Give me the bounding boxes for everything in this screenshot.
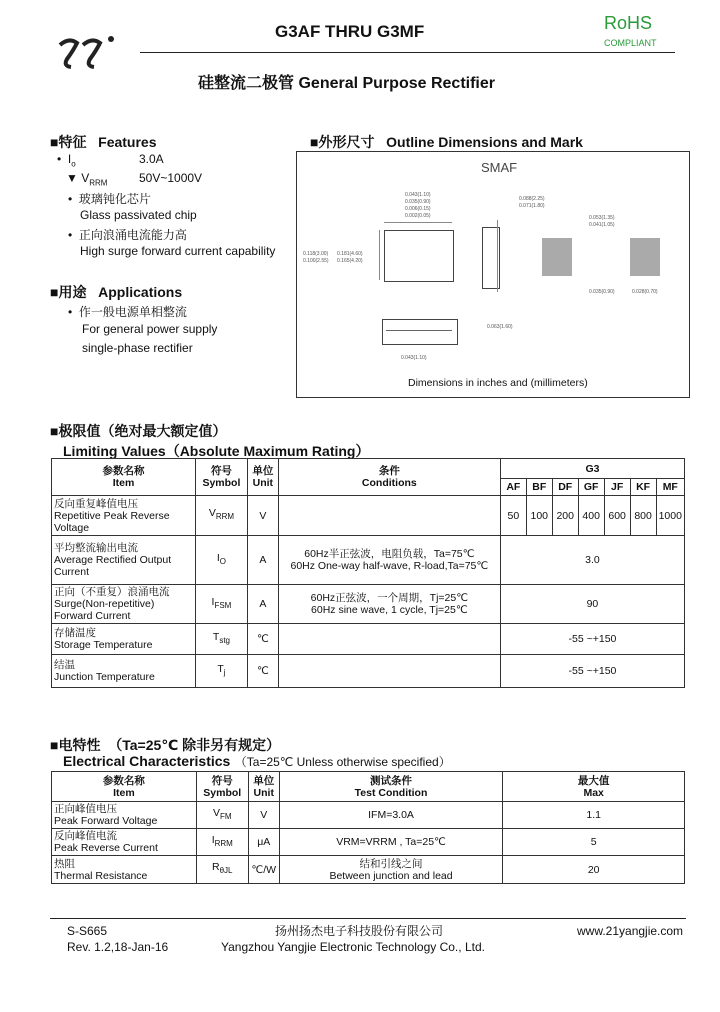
table-header-row [52,772,685,802]
header-max: 最大值 Max [503,772,685,802]
value-cell: 3.0 [500,536,684,585]
dimensions-caption: Dimensions in inches and (millimeters) [408,377,588,389]
header-item: 参数名称 Item [52,772,197,802]
table-row [52,585,685,624]
value-cell: 200 [552,496,578,536]
condition-cell [278,655,500,688]
variant-cell: BF [526,479,552,496]
feature-vrrm-value: 50V~1000V [139,171,203,185]
variant-cell: AF [500,479,526,496]
value-cell: 50 [500,496,526,536]
limiting-heading-en: Limiting Values（Absolute Maximum Rating） [63,443,370,459]
feature-item1-en: Glass passivated chip [80,208,197,222]
value-cell: 800 [630,496,656,536]
variant-cell: JF [604,479,630,496]
condition-cell: VRM=VRRM , Ta=25℃ [279,829,503,856]
value-cell: 1000 [656,496,684,536]
dim-label: 0.063(1.60) [487,324,513,330]
footer-revision: Rev. 1.2,18-Jan-16 [67,940,169,954]
item-cell: 正向（不重复）浪涌电流 Surge(Non-repetitive) Forward Current [52,585,196,624]
rohs-mark: RoHS [604,13,653,33]
dim-label: 0.035(0.90) [589,289,615,295]
unit-cell: V [247,496,278,536]
table-row [52,496,685,536]
outline-drawing-box [296,151,690,398]
symbol-cell: $T_{stg}$ [196,624,248,655]
page-title: G3AF THRU G3MF [275,22,425,41]
feature-item2-en: High surge forward current capability [80,244,276,258]
dim-label: 0.002(0.05) [405,213,431,219]
condition-cell: 60Hz半正弦波，电阻负载，Ta=75℃ 60Hz One-way half-wave, R-load,Ta=75℃ [278,536,500,585]
value-cell: 90 [500,585,684,624]
features-heading: ■特征 Features [50,134,157,150]
variant-cell: GF [578,479,604,496]
unit-cell: A [247,585,278,624]
dim-label: 0.053(1.35) [589,215,615,221]
dim-label: 0.088(2.25) [519,196,545,202]
unit-cell: μA [248,829,279,856]
value-cell: -55 ~+150 [500,655,684,688]
value-cell: 600 [604,496,630,536]
header-conditions: 条件 Conditions [278,459,500,496]
company-logo [55,33,125,73]
package-name: SMAF [481,160,518,175]
condition-cell: 60Hz正弦波，一个周期，Tj=25℃ 60Hz sine wave, 1 cycle, Tj=25℃ [278,585,500,624]
footer-company-cn: 扬州扬杰电子科技股份有限公司 [275,924,444,938]
application-line2: single-phase rectifier [82,341,193,355]
feature-io-value: 3.0A [139,152,164,166]
dimension-line [379,230,380,280]
item-cell: 平均整流输出电流 Average Rectified Output Current [52,536,196,585]
unit-cell: ℃ [247,655,278,688]
table-row [52,829,685,856]
applications-heading: ■用途 Applications [50,284,183,300]
symbol-cell: $I_{RRM}$ [196,829,248,856]
dim-label: 0.035(0.90) [405,199,431,205]
symbol-cell: $V_{FM}$ [196,802,248,829]
symbol-cell: $R_{\theta JL}$ [196,856,248,884]
header-symbol: 符号 Symbol [196,772,248,802]
dim-label: 0.165(4.20) [337,258,363,264]
header-unit: 单位 Unit [247,459,278,496]
condition-cell [278,624,500,655]
value-cell: 100 [526,496,552,536]
footer-divider [50,918,686,919]
header-item: 参数名称 Item [52,459,196,496]
rohs-compliant: COMPLIANT [604,38,657,48]
dim-label: 0.028(0.70) [632,289,658,295]
outline-heading: ■外形尺寸 Outline Dimensions and Mark [310,134,583,150]
dim-label: 0.100(2.55) [303,258,329,264]
subtitle: 硅整流二极管 General Purpose Rectifier [198,75,495,92]
symbol-cell: $T_j$ [196,655,248,688]
variant-cell: MF [656,479,684,496]
dimension-line [497,220,498,292]
electrical-heading: ■电特性 （Ta=25℃ 除非另有规定） [50,737,281,753]
value-cell: 400 [578,496,604,536]
feature-item1-cn: • 玻璃钝化芯片 [68,192,151,206]
feature-item2-cn: • 正向浪涌电流能力高 [68,228,187,242]
dim-label: 0.006(0.15) [405,206,431,212]
footprint-pad-left [542,238,572,276]
application-line1: For general power supply [82,322,218,336]
variant-cell: DF [552,479,578,496]
header-unit: 单位 Unit [248,772,279,802]
header-symbol: 符号 Symbol [196,459,248,496]
dim-label: 0.071(1.80) [519,203,545,209]
condition-cell: IFM=3.0A [279,802,503,829]
item-cell: 正向峰值电压 Peak Forward Voltage [52,802,197,829]
condition-cell: 结和引线之间 Between junction and lead [279,856,503,884]
dimension-line [384,222,452,223]
dim-label: 0.043(1.10) [401,355,427,361]
dim-label: 0.181(4.60) [337,251,363,257]
unit-cell: A [247,536,278,585]
value-cell: 20 [503,856,685,884]
item-cell: 结温 Junction Temperature [52,655,196,688]
item-cell: 反向重复峰值电压 Repetitive Peak Reverse Voltage [52,496,196,536]
dim-label: 0.118(3.00) [303,251,329,257]
symbol-cell: $I_{FSM}$ [196,585,248,624]
package-top-view [384,230,454,282]
item-cell: 存储温度 Storage Temperature [52,624,196,655]
table-row [52,536,685,585]
limiting-heading-cn: ■极限值（绝对最大额定值） [50,423,227,439]
value-cell: 1.1 [503,802,685,829]
table-row [52,655,685,688]
item-cell: 热阻 Thermal Resistance [52,856,197,884]
table-row [52,624,685,655]
table-row [52,856,685,884]
footer-website[interactable]: www.21yangjie.com [577,924,684,938]
item-cell: 反向峰值电流 Peak Reverse Current [52,829,197,856]
symbol-cell: $I_O$ [196,536,248,585]
electrical-characteristics-table [51,771,685,884]
feature-io: • $I_o$ [57,152,76,169]
footer-company-en: Yangzhou Yangjie Electronic Technology Co., Ltd. [221,940,485,954]
electrical-heading-en: Electrical Characteristics （Ta=25℃ Unless otherwise specified） [63,753,451,769]
feature-vrrm: ▼ $V_{RRM}$ [66,171,108,188]
application-cn: • 作一般电源单相整流 [68,305,187,319]
unit-cell: ℃/W [248,856,279,884]
value-cell: -55 ~+150 [500,624,684,655]
value-cell: 5 [503,829,685,856]
table-header-row [52,459,685,479]
table-row [52,802,685,829]
footprint-pad-right [630,238,660,276]
dim-label: 0.043(1.10) [405,192,431,198]
header-test-condition: 测试条件 Test Condition [279,772,503,802]
symbol-cell: $V_{RRM}$ [196,496,248,536]
header-group: G3 [500,459,684,479]
variant-cell: KF [630,479,656,496]
package-front-detail [386,323,452,331]
condition-cell [278,496,500,536]
footer-doc-number: S-S665 [67,924,108,938]
unit-cell: ℃ [247,624,278,655]
unit-cell: V [248,802,279,829]
dim-label: 0.041(1.05) [589,222,615,228]
limiting-values-table [51,458,685,688]
header-divider [140,52,675,53]
